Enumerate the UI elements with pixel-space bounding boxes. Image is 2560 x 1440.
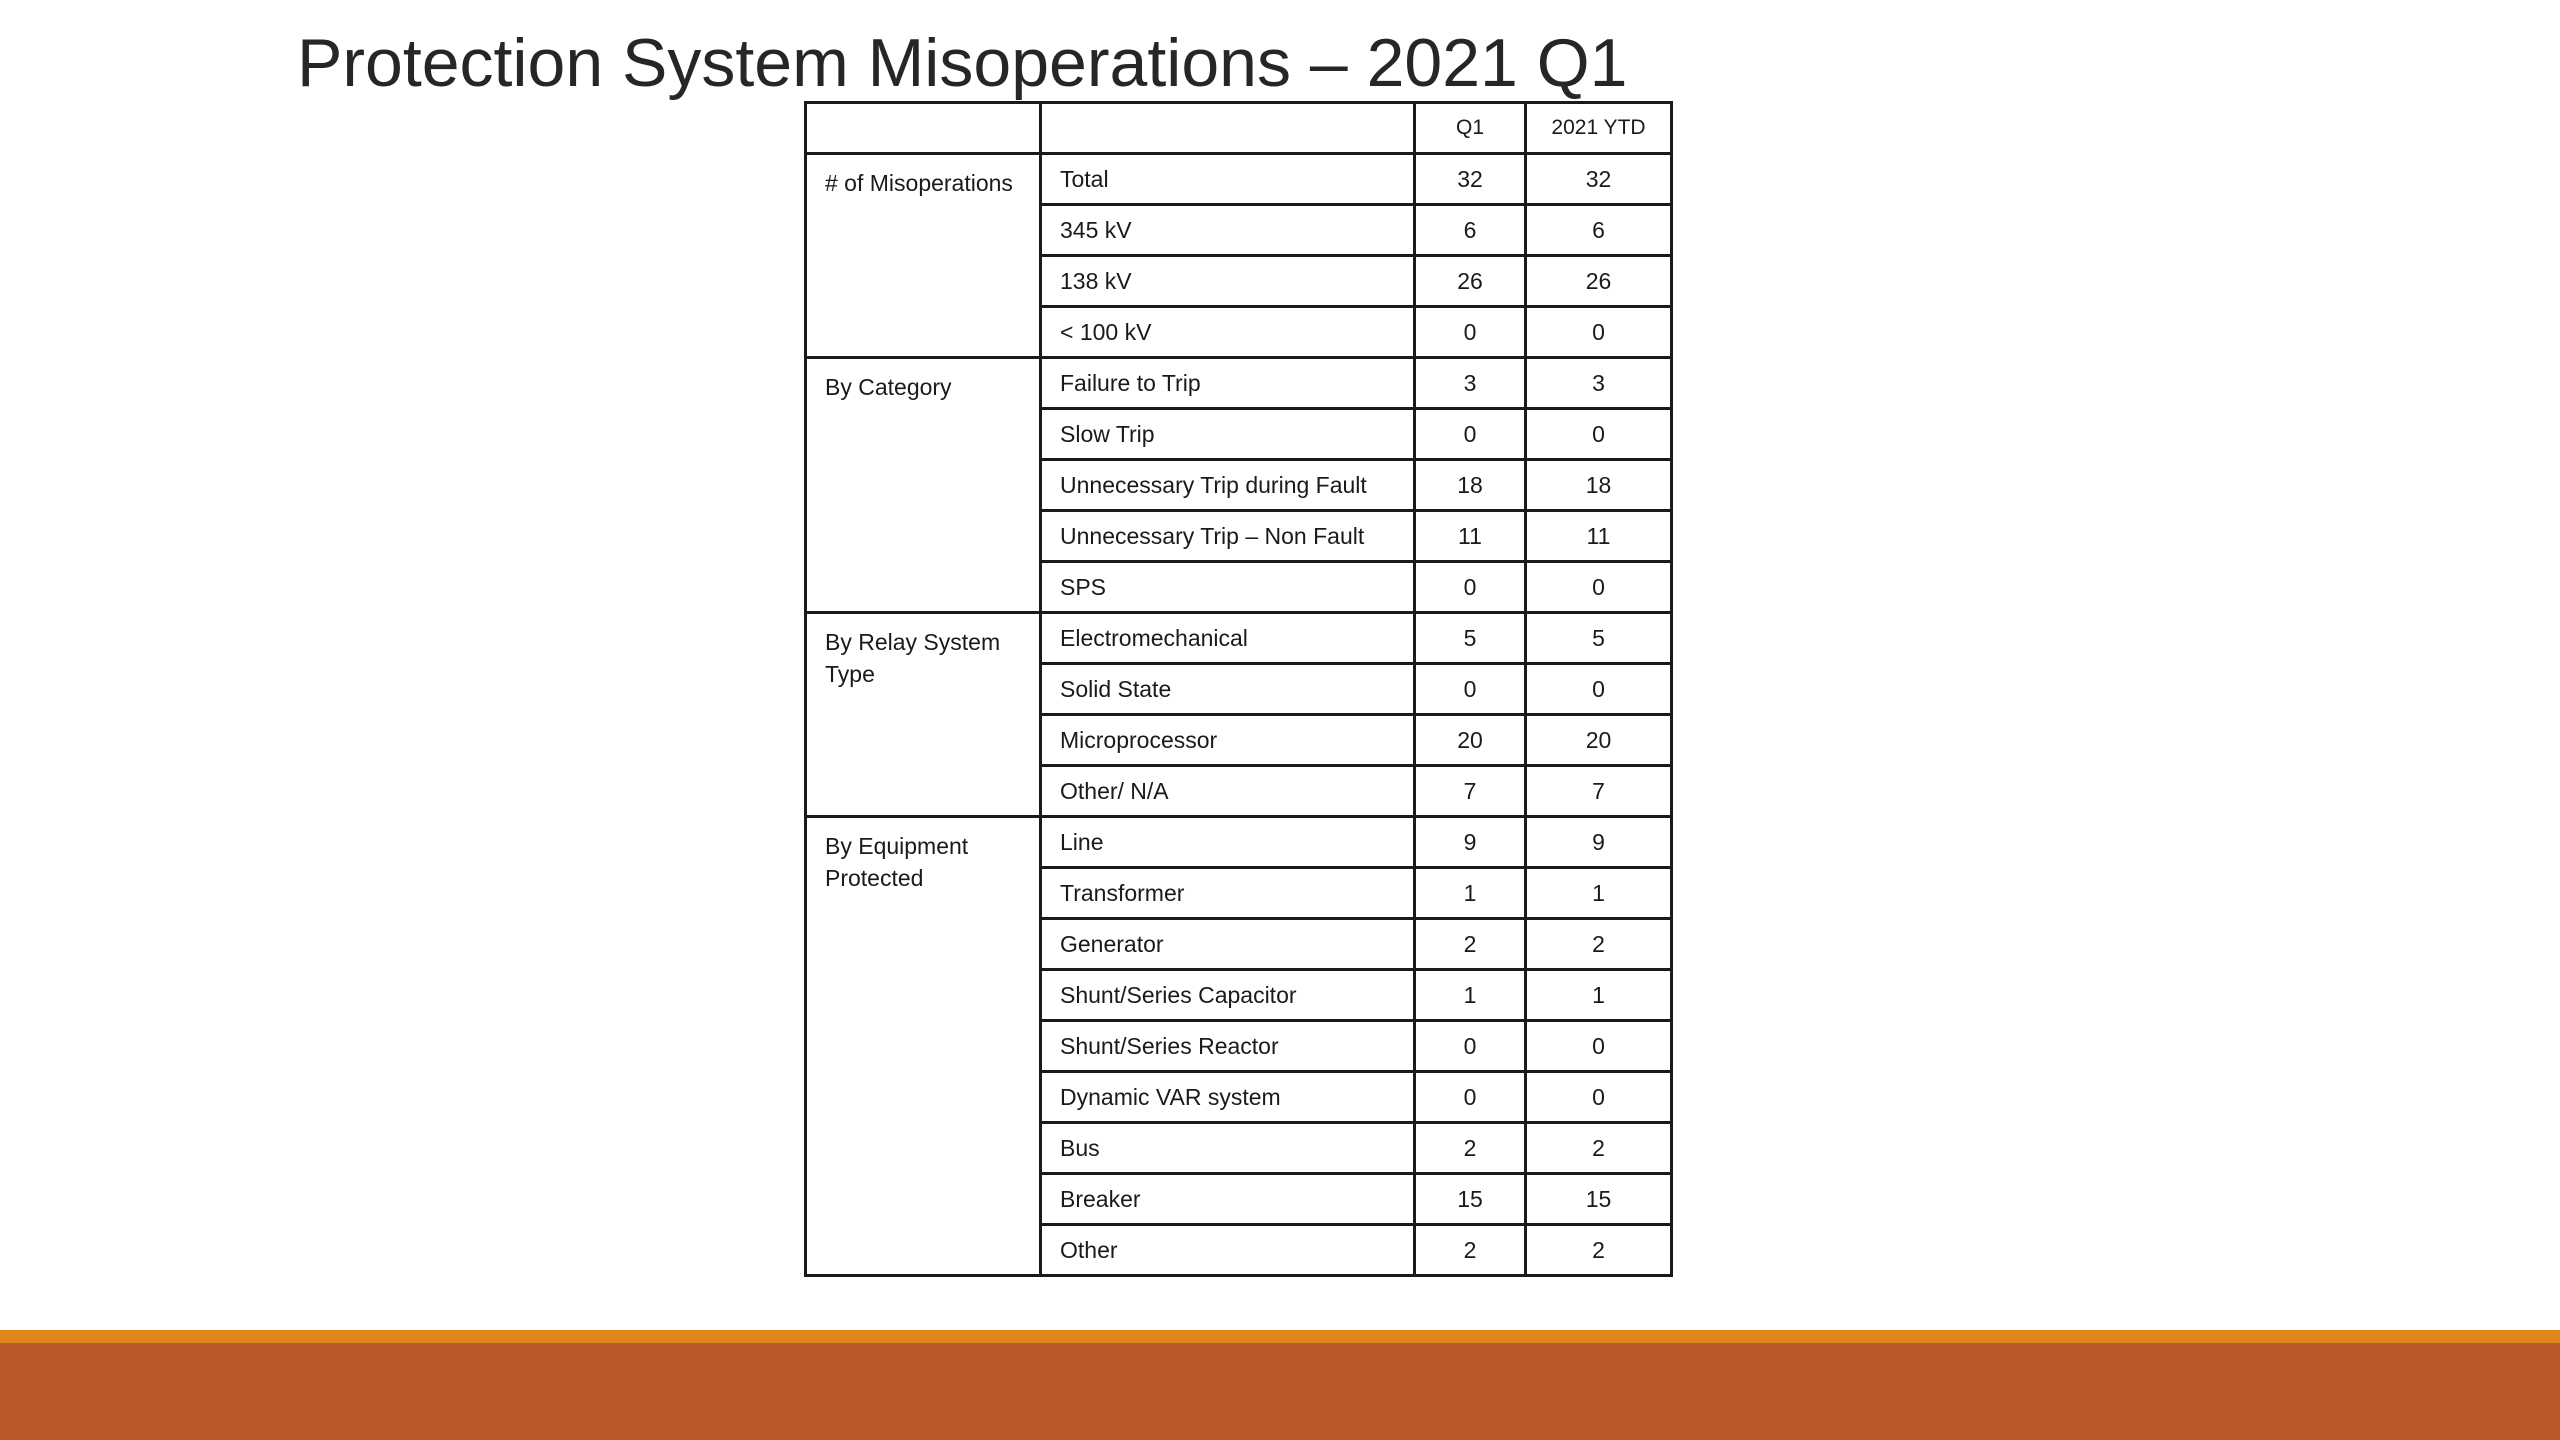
row-label: SPS [1041,562,1415,613]
row-label: Shunt/Series Capacitor [1041,970,1415,1021]
row-label: Electromechanical [1041,613,1415,664]
table-header-row [806,103,1672,154]
ytd-value: 7 [1526,766,1672,817]
row-label: Generator [1041,919,1415,970]
ytd-value: 20 [1526,715,1672,766]
ytd-value: 2 [1526,919,1672,970]
row-label: Transformer [1041,868,1415,919]
header-ytd: 2021 YTD [1526,103,1672,154]
ytd-value: 32 [1526,154,1672,205]
ytd-value: 1 [1526,868,1672,919]
ytd-value: 2 [1526,1123,1672,1174]
q1-value: 0 [1415,307,1526,358]
table-row [806,817,1672,868]
q1-value: 18 [1415,460,1526,511]
table-row [806,358,1672,409]
row-label: Bus [1041,1123,1415,1174]
q1-value: 1 [1415,970,1526,1021]
row-label: Unnecessary Trip during Fault [1041,460,1415,511]
q1-value: 2 [1415,1123,1526,1174]
ytd-value: 6 [1526,205,1672,256]
q1-value: 0 [1415,562,1526,613]
ytd-value: 26 [1526,256,1672,307]
q1-value: 0 [1415,409,1526,460]
q1-value: 9 [1415,817,1526,868]
ytd-value: 0 [1526,1021,1672,1072]
q1-value: 3 [1415,358,1526,409]
misoperations-table [804,101,1673,1277]
row-label: Breaker [1041,1174,1415,1225]
row-label: Dynamic VAR system [1041,1072,1415,1123]
ytd-value: 15 [1526,1174,1672,1225]
header-group-cell [806,103,1041,154]
row-label: Line [1041,817,1415,868]
ytd-value: 0 [1526,409,1672,460]
footer-bar [0,1343,2560,1440]
row-label: Slow Trip [1041,409,1415,460]
row-label: Failure to Trip [1041,358,1415,409]
ytd-value: 3 [1526,358,1672,409]
q1-value: 26 [1415,256,1526,307]
ytd-value: 11 [1526,511,1672,562]
row-label: Solid State [1041,664,1415,715]
q1-value: 0 [1415,1072,1526,1123]
row-label: Other [1041,1225,1415,1276]
q1-value: 2 [1415,919,1526,970]
footer-accent-bar [0,1330,2560,1343]
header-q1: Q1 [1415,103,1526,154]
row-label: Shunt/Series Reactor [1041,1021,1415,1072]
table-row [806,154,1672,205]
q1-value: 1 [1415,868,1526,919]
group-label: By Relay System Type [806,613,1041,817]
group-label: By Category [806,358,1041,613]
row-label: Microprocessor [1041,715,1415,766]
row-label: 345 kV [1041,205,1415,256]
q1-value: 11 [1415,511,1526,562]
group-label: By Equipment Protected [806,817,1041,1276]
row-label: < 100 kV [1041,307,1415,358]
q1-value: 5 [1415,613,1526,664]
header-label-cell [1041,103,1415,154]
table-body [806,154,1672,1276]
table-row [806,613,1672,664]
row-label: Unnecessary Trip – Non Fault [1041,511,1415,562]
ytd-value: 5 [1526,613,1672,664]
ytd-value: 0 [1526,562,1672,613]
row-label: Total [1041,154,1415,205]
group-label: # of Misoperations [806,154,1041,358]
q1-value: 32 [1415,154,1526,205]
ytd-value: 0 [1526,307,1672,358]
ytd-value: 2 [1526,1225,1672,1276]
q1-value: 15 [1415,1174,1526,1225]
row-label: 138 kV [1041,256,1415,307]
ytd-value: 1 [1526,970,1672,1021]
q1-value: 20 [1415,715,1526,766]
q1-value: 0 [1415,664,1526,715]
ytd-value: 0 [1526,664,1672,715]
ytd-value: 0 [1526,1072,1672,1123]
q1-value: 6 [1415,205,1526,256]
q1-value: 7 [1415,766,1526,817]
ytd-value: 9 [1526,817,1672,868]
q1-value: 0 [1415,1021,1526,1072]
misoperations-table-container [804,101,1670,1277]
slide-title: Protection System Misoperations – 2021 Q1 [297,25,1628,101]
row-label: Other/ N/A [1041,766,1415,817]
ytd-value: 18 [1526,460,1672,511]
q1-value: 2 [1415,1225,1526,1276]
